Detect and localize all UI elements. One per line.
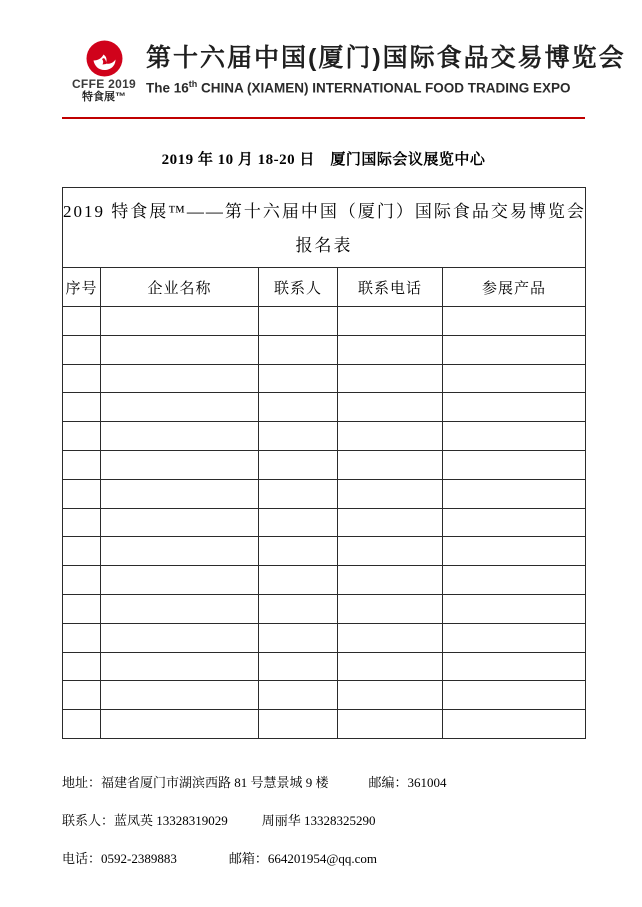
empty-cell [63, 537, 101, 566]
table-header-row [63, 268, 586, 307]
phone-text: 电话：0592-2389883 [62, 851, 177, 866]
empty-cell [338, 393, 443, 422]
empty-cell [101, 623, 259, 652]
empty-cell [443, 479, 586, 508]
subtitle-ordinal: th [188, 79, 198, 89]
contact1-text: 联系人：蓝凤英 13328319029 [62, 813, 228, 828]
table-row [63, 681, 586, 710]
empty-cell [443, 566, 586, 595]
empty-cell [101, 594, 259, 623]
table-row [63, 422, 586, 451]
postcode-text: 邮编：361004 [368, 775, 447, 790]
empty-cell [443, 508, 586, 537]
phone-line [62, 852, 585, 865]
empty-cell [443, 594, 586, 623]
empty-cell [63, 566, 101, 595]
empty-cell [443, 307, 586, 336]
empty-cell [338, 335, 443, 364]
table-body [63, 188, 586, 739]
empty-cell [259, 710, 338, 739]
empty-cell [259, 393, 338, 422]
empty-cell [259, 623, 338, 652]
empty-cell [101, 508, 259, 537]
column-header-company: 企业名称 [101, 268, 259, 307]
empty-cell [259, 566, 338, 595]
subtitle-pre: The 16 [146, 80, 189, 96]
empty-cell [101, 652, 259, 681]
logo-text: CFFE 2019 [71, 77, 137, 91]
empty-cell [259, 652, 338, 681]
empty-cell [338, 450, 443, 479]
logo-circle-icon [86, 40, 123, 77]
email-text: 邮箱：664201954@qq.com [228, 851, 377, 866]
table-row [63, 364, 586, 393]
empty-cell [259, 364, 338, 393]
empty-cell [101, 393, 259, 422]
empty-cell [101, 537, 259, 566]
registration-table [62, 187, 586, 739]
empty-cell [443, 681, 586, 710]
expo-logo [64, 40, 144, 104]
empty-cell [63, 364, 101, 393]
empty-cell [259, 681, 338, 710]
empty-cell [63, 710, 101, 739]
table-row [63, 479, 586, 508]
empty-cell [443, 422, 586, 451]
address-text: 地址：福建省厦门市湖滨西路 81 号慧景城 9 楼 [62, 775, 329, 790]
table-title-line2: 报名表 [295, 236, 353, 255]
column-header-contact: 联系人 [259, 268, 338, 307]
empty-cell [63, 450, 101, 479]
table-row [63, 566, 586, 595]
empty-cell [443, 450, 586, 479]
empty-cell [259, 537, 338, 566]
table-row [63, 710, 586, 739]
empty-cell [101, 681, 259, 710]
expo-title-cn: 第十六届中国(厦门)国际食品交易博览会 [146, 44, 626, 72]
empty-cell [63, 479, 101, 508]
empty-cell [259, 335, 338, 364]
empty-cell [259, 594, 338, 623]
empty-cell [443, 652, 586, 681]
column-header-phone: 联系电话 [338, 268, 443, 307]
empty-cell [259, 422, 338, 451]
subtitle-post: CHINA (XIAMEN) INTERNATIONAL FOOD TRADING EXPO [197, 80, 571, 96]
empty-cell [101, 566, 259, 595]
address-line [62, 776, 585, 789]
table-title-row [63, 188, 586, 268]
table-row [63, 652, 586, 681]
table-row [63, 623, 586, 652]
empty-cell [101, 422, 259, 451]
empty-cell [101, 710, 259, 739]
empty-cell [338, 710, 443, 739]
column-header-serial: 序号 [63, 268, 101, 307]
empty-cell [63, 393, 101, 422]
empty-cell [338, 307, 443, 336]
expo-subtitle-en [146, 76, 626, 97]
empty-cell [259, 307, 338, 336]
header-rule-divider [62, 117, 585, 119]
column-header-products: 参展产品 [443, 268, 586, 307]
empty-cell [63, 422, 101, 451]
expo-title-block [144, 40, 626, 97]
footer [62, 776, 585, 865]
empty-cell [338, 422, 443, 451]
empty-cell [338, 566, 443, 595]
empty-cell [338, 652, 443, 681]
empty-cell [101, 450, 259, 479]
empty-cell [338, 623, 443, 652]
empty-cell [443, 710, 586, 739]
empty-cell [259, 479, 338, 508]
table-row [63, 335, 586, 364]
registration-table-wrap [62, 187, 586, 739]
empty-cell [63, 508, 101, 537]
empty-cell [338, 508, 443, 537]
empty-cell [101, 364, 259, 393]
expo-header [64, 40, 626, 104]
empty-cell [338, 594, 443, 623]
table-row [63, 594, 586, 623]
table-row [63, 508, 586, 537]
contact2-text: 周丽华 13328325290 [261, 813, 376, 828]
empty-cell [101, 479, 259, 508]
event-date-line: 2019 年 10 月 18-20 日 厦门国际会议展览中心 [161, 152, 486, 168]
empty-cell [338, 537, 443, 566]
table-row [63, 307, 586, 336]
empty-cell [443, 364, 586, 393]
table-title-cell [63, 188, 586, 268]
empty-cell [63, 335, 101, 364]
empty-cell [338, 681, 443, 710]
empty-cell [63, 307, 101, 336]
table-title-line1: 2019 特食展™——第十六届中国（厦门）国际食品交易博览会 [63, 202, 586, 221]
empty-cell [259, 508, 338, 537]
empty-cell [443, 623, 586, 652]
contacts-line [62, 814, 585, 827]
table-row [63, 450, 586, 479]
empty-cell [101, 335, 259, 364]
empty-cell [443, 537, 586, 566]
empty-cell [63, 623, 101, 652]
logo-trademark-text: 特食展™ [82, 91, 126, 103]
table-row [63, 393, 586, 422]
empty-cell [101, 307, 259, 336]
table-row [63, 537, 586, 566]
empty-cell [338, 364, 443, 393]
empty-cell [63, 681, 101, 710]
empty-cell [443, 393, 586, 422]
empty-cell [63, 594, 101, 623]
empty-cell [443, 335, 586, 364]
empty-cell [259, 450, 338, 479]
empty-cell [63, 652, 101, 681]
empty-cell [338, 479, 443, 508]
